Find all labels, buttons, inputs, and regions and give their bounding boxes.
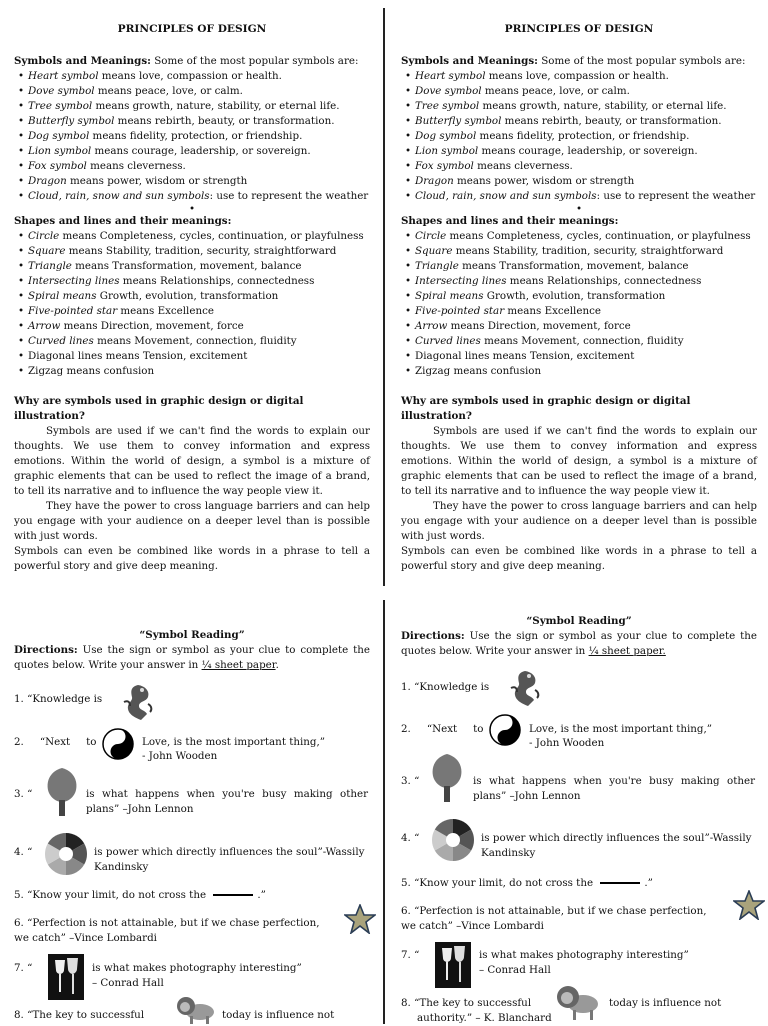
- list-item: • Heart symbol means love, compassion or health.: [415, 69, 757, 84]
- worksheet-right: [401, 614, 757, 1024]
- symbols-intro: [401, 54, 757, 69]
- list-item: • Lion symbol means courage, leadership, or sovereign.: [415, 144, 757, 159]
- bullet-dot: •: [575, 203, 583, 215]
- why-paragraph-3: Symbols can even be combined like words in a phrase to tell a powerful story and give deep meaning.: [401, 545, 757, 572]
- symbols-intro-text: Some of the most popular symbols are:: [150, 55, 359, 67]
- question-2: 2. “Next to Love, is the most important thing,” - John Wooden: [401, 723, 713, 749]
- star-icon: [733, 890, 765, 920]
- question-1: 1. “Knowledge is: [401, 681, 490, 693]
- shapes-list: [14, 229, 370, 379]
- list-item: • Diagonal lines means Tension, excitement: [415, 349, 757, 364]
- question-7: 7. “ is what makes photography interesting” – Conrad Hall: [14, 962, 302, 989]
- dragon-icon: [507, 668, 543, 708]
- why-heading: Why are symbols used in graphic design or digital illustration?: [401, 395, 691, 422]
- list-item: • Diagonal lines means Tension, excitement: [28, 349, 370, 364]
- column-divider-top: [383, 8, 385, 586]
- symbols-heading: Symbols and Meanings:: [401, 55, 538, 67]
- question-8: 8. “The key to successful today is influence not authority.” – K. Blanchard: [401, 997, 722, 1024]
- principles-column-left: [14, 22, 370, 582]
- tree-icon: [429, 752, 465, 804]
- list-item: • Cloud, rain, snow and sun symbols: use to represent the weather: [28, 189, 370, 204]
- list-item: • Intersecting lines means Relationships, connectedness: [28, 274, 370, 289]
- question-2: 2. “Next to Love, is the most important thing,” - John Wooden: [14, 736, 326, 762]
- why-heading: Why are symbols used in graphic design or digital illustration?: [14, 395, 304, 422]
- list-item: • Curved lines means Movement, connection, fluidity: [415, 334, 757, 349]
- symbols-list: [401, 69, 757, 204]
- list-item: • Tree symbol means growth, nature, stability, or eternal life.: [415, 99, 757, 114]
- list-item: • Zigzag means confusion: [415, 364, 757, 379]
- yin-yang-icon: [489, 714, 521, 746]
- worksheet-left: [14, 614, 370, 1024]
- wine-glasses-icon: [435, 942, 471, 988]
- list-item: • Tree symbol means growth, nature, stability, or eternal life.: [28, 99, 370, 114]
- list-item: • Dove symbol means peace, love, or calm.: [415, 84, 757, 99]
- page-title: PRINCIPLES OF DESIGN: [504, 23, 654, 35]
- list-item: • Square means Stability, tradition, security, straightforward: [28, 244, 370, 259]
- list-item: • Butterfly symbol means rebirth, beauty, or transformation.: [415, 114, 757, 129]
- color-wheel-icon: [44, 832, 88, 876]
- lion-icon: [174, 994, 218, 1024]
- list-item: • Lion symbol means courage, leadership, or sovereign.: [28, 144, 370, 159]
- list-item: • Arrow means Direction, movement, force: [28, 319, 370, 334]
- list-item: • Circle means Completeness, cycles, continuation, or playfulness: [28, 229, 370, 244]
- directions: Directions: Use the sign or symbol as your clue to complete the quotes below. Write your answer in ¼ sheet paper.: [14, 644, 370, 671]
- question-6: 6. “Perfection is not attainable, but if we chase perfection, we catch” –Vince Lombardi: [14, 917, 320, 944]
- lion-icon: [555, 982, 603, 1022]
- list-item: • Fox symbol means cleverness.: [415, 159, 757, 174]
- question-5: 5. “Know your limit, do not cross the .”: [401, 877, 653, 889]
- list-item: • Dragon means power, wisdom or strength: [415, 174, 757, 189]
- list-item: • Dove symbol means peace, love, or calm.: [28, 84, 370, 99]
- why-paragraph-1: Symbols are used if we can't find the words to explain our thoughts. We use them to convey information and express emotions. Within the world of design, a symbol is a mixture of graphic elements that can be used to reflect the image of a brand, to tell its narrative and to influence the way people view it.: [14, 425, 370, 497]
- question-4: 4. “ is power which directly influences the soul”-Wassily Kandinsky: [401, 832, 752, 859]
- question-7: 7. “ is what makes photography interesting” – Conrad Hall: [401, 949, 689, 976]
- list-item: • Triangle means Transformation, movement, balance: [415, 259, 757, 274]
- yin-yang-icon: [102, 728, 134, 760]
- list-item: • Zigzag means confusion: [28, 364, 370, 379]
- dragon-icon: [120, 682, 156, 722]
- line-icon: [213, 894, 253, 896]
- list-item: • Square means Stability, tradition, security, straightforward: [415, 244, 757, 259]
- question-6: 6. “Perfection is not attainable, but if we chase perfection, we catch” –Vince Lombardi: [401, 905, 707, 932]
- page-title: PRINCIPLES OF DESIGN: [117, 23, 267, 35]
- question-4: 4. “ is power which directly influences the soul”-Wassily Kandinsky: [14, 846, 365, 873]
- list-item: • Spiral means Growth, evolution, transformation: [28, 289, 370, 304]
- question-3: 3. “ is what happens when you're busy making other plans” –John Lennon: [14, 788, 368, 815]
- list-item: • Dog symbol means fidelity, protection, or friendship.: [28, 129, 370, 144]
- shapes-list: [401, 229, 757, 379]
- list-item: • Dog symbol means fidelity, protection, or friendship.: [415, 129, 757, 144]
- column-divider-bottom: [383, 600, 385, 1024]
- question-8: 8. “The key to successful today is influence not: [14, 1009, 335, 1021]
- directions: Directions: Use the sign or symbol as your clue to complete the quotes below. Write your answer in ¼ sheet paper.: [401, 630, 757, 657]
- why-paragraph-1: Symbols are used if we can't find the words to explain our thoughts. We use them to convey information and express emotions. Within the world of design, a symbol is a mixture of graphic elements that can be used to reflect the image of a brand, to tell its narrative and to influence the way people view it.: [401, 425, 757, 497]
- list-item: • Fox symbol means cleverness.: [28, 159, 370, 174]
- list-item: • Cloud, rain, snow and sun symbols: use to represent the weather: [415, 189, 757, 204]
- worksheet-title: “Symbol Reading”: [526, 615, 632, 627]
- list-item: • Intersecting lines means Relationships, connectedness: [415, 274, 757, 289]
- wine-glasses-icon: [48, 954, 84, 1000]
- color-wheel-icon: [431, 818, 475, 862]
- symbols-intro: [14, 54, 370, 69]
- shapes-heading: Shapes and lines and their meanings:: [401, 215, 619, 227]
- tree-icon: [44, 766, 80, 818]
- bullet-dot: •: [188, 203, 196, 215]
- list-item: • Dragon means power, wisdom or strength: [28, 174, 370, 189]
- list-item: • Spiral means Growth, evolution, transformation: [415, 289, 757, 304]
- question-5: 5. “Know your limit, do not cross the .”: [14, 889, 266, 901]
- question-1: 1. “Knowledge is: [14, 693, 103, 705]
- star-icon: [344, 904, 376, 934]
- symbols-heading: Symbols and Meanings:: [14, 55, 151, 67]
- symbols-intro-text: Some of the most popular symbols are:: [537, 55, 746, 67]
- principles-column-right: [401, 22, 757, 582]
- list-item: • Circle means Completeness, cycles, continuation, or playfulness: [415, 229, 757, 244]
- symbols-list: [14, 69, 370, 204]
- list-item: • Curved lines means Movement, connection, fluidity: [28, 334, 370, 349]
- list-item: • Heart symbol means love, compassion or health.: [28, 69, 370, 84]
- list-item: • Five-pointed star means Excellence: [28, 304, 370, 319]
- list-item: • Triangle means Transformation, movement, balance: [28, 259, 370, 274]
- worksheet-title: “Symbol Reading”: [139, 629, 245, 641]
- list-item: • Butterfly symbol means rebirth, beauty, or transformation.: [28, 114, 370, 129]
- why-paragraph-2: They have the power to cross language barriers and can help you engage with your audience on a deeper level than is possible with just words.: [401, 500, 757, 542]
- list-item: • Five-pointed star means Excellence: [415, 304, 757, 319]
- why-paragraph-3: Symbols can even be combined like words in a phrase to tell a powerful story and give deep meaning.: [14, 545, 370, 572]
- line-icon: [600, 882, 640, 884]
- why-paragraph-2: They have the power to cross language barriers and can help you engage with your audience on a deeper level than is possible with just words.: [14, 500, 370, 542]
- list-item: • Arrow means Direction, movement, force: [415, 319, 757, 334]
- shapes-heading: Shapes and lines and their meanings:: [14, 215, 232, 227]
- question-3: 3. “ is what happens when you're busy making other plans” –John Lennon: [401, 775, 755, 802]
